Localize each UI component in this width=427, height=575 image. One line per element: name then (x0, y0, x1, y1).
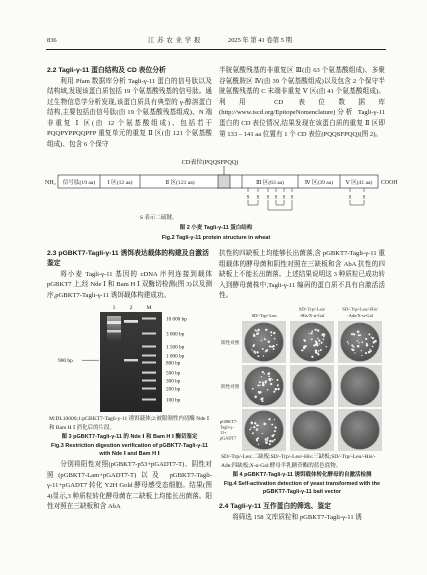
colony (252, 388, 254, 390)
colony (273, 332, 275, 334)
colony (270, 383, 272, 385)
plate-grid (242, 321, 382, 451)
colony (276, 344, 277, 345)
row-label-negative-control: 阴性对照 (221, 384, 240, 389)
lane-label-1: 1 (112, 305, 116, 311)
colony (369, 349, 370, 350)
disulfide-bond-line (350, 200, 364, 205)
colony (372, 337, 374, 339)
colony (268, 341, 270, 343)
colony (361, 350, 362, 351)
colony (268, 372, 271, 375)
colony (265, 339, 266, 340)
n-terminus-label: NH₂ (45, 180, 56, 186)
colony (275, 388, 278, 391)
figure-4-title-cn: 图 4 pGBKT7-Tagli-γ-11 诱饵载体转化酵母的自激活检测 (232, 471, 372, 478)
colony (353, 346, 355, 348)
marker-band (142, 388, 156, 390)
colony (351, 333, 353, 335)
colony (304, 340, 306, 342)
colony (251, 427, 252, 428)
colony (271, 335, 272, 336)
colony (259, 391, 261, 393)
colony (347, 341, 349, 343)
colony (277, 384, 279, 386)
figure-4-yeast-plates (219, 304, 385, 452)
colony (262, 371, 264, 373)
disulfide-s: S (282, 195, 286, 201)
colony (273, 434, 275, 436)
marker-band (142, 380, 156, 382)
colony (351, 348, 353, 350)
colony (273, 348, 275, 350)
colony (268, 375, 270, 377)
colony (321, 342, 323, 344)
colony (371, 337, 373, 339)
lane-label-2: 2 (129, 305, 133, 311)
colony (318, 339, 320, 341)
colony (354, 352, 355, 353)
lane-2-insert-band (124, 359, 138, 361)
colony (257, 355, 259, 357)
row-label-bait: 11+ (220, 430, 227, 435)
colony (264, 373, 265, 374)
epitope-box (218, 175, 230, 188)
column-header-3: -Ade/X-α-Gal (347, 313, 373, 318)
colony (250, 422, 253, 425)
colony (368, 351, 370, 353)
colony (365, 352, 367, 354)
colony (265, 438, 267, 440)
header-rule (46, 49, 386, 50)
colony (278, 388, 280, 390)
figure-3-title-en: Fig.3 Restriction digestion verification of pGBKT7-Tagli-γ-11 with Nde Ⅰ and Bam H Ⅰ (51, 442, 208, 458)
figure-2-protein-structure (40, 155, 405, 215)
colony (253, 426, 255, 428)
ladder-labels (166, 317, 187, 404)
colony (358, 342, 359, 343)
colony (259, 385, 260, 386)
figure-3-gel (55, 302, 215, 414)
colony (268, 418, 270, 420)
colony (276, 379, 278, 381)
agar-plate (245, 323, 284, 362)
marker-band (142, 372, 156, 374)
colony (361, 355, 362, 356)
disulfide-symbols (247, 196, 366, 201)
colony (317, 352, 319, 354)
colony (252, 345, 254, 347)
colony (257, 385, 259, 387)
page-number: 836 (47, 37, 57, 44)
colony (269, 440, 271, 442)
figure-3-title-cn: 图 3 pGBKT7-Tagli-γ-11 的 Nde Ⅰ 和 Bam H Ⅰ 酶切鉴定 (61, 433, 198, 440)
ladder-label: 200 bp (166, 386, 181, 393)
row-label-bait: Tagli-γ- (220, 424, 234, 430)
colony (366, 343, 368, 345)
colony (261, 376, 262, 377)
colony (353, 333, 355, 335)
colony (257, 437, 259, 439)
row-labels (220, 339, 240, 441)
ladder-label: 800 bp (166, 360, 181, 367)
section-2-3-text-2-right: 抗性的四缺板上均能够长出菌落,含 pGBKT7-Tagli-γ-11 重组载体的酵母菌和阴性对照在三缺板和含 AbA 抗性的四缺板上不能长出菌落。上述结果说明这 3 种质粒已成功转入到酵母菌株中,Tagli-γ-11 编码的蛋白质不具有自激活活性。 (219, 250, 385, 300)
section-2-3-text-1: 将小麦 Tagli-γ-11 基因的 cDNA 序列连接到载体 pGBKT7 上,经 Nde Ⅰ 和 Bam H Ⅰ 双酶切检测(图 3)以及测序,pGBKT7-Tagli-γ-11 诱饵载体构建成功。 (47, 270, 212, 299)
epitope-label: CD表位(PQQSFPQQ) (181, 159, 239, 166)
colony (357, 340, 358, 341)
colony (317, 338, 318, 339)
colony (258, 330, 260, 332)
colony (321, 333, 324, 336)
colony (365, 338, 367, 340)
column-header-1: SD/-Trp/-Leu (251, 313, 277, 318)
section-2-2-text-right: 半胱氨酸残基的非重复区 Ⅲ(由 63 个氨基酸组成)、多聚谷氨酰胺区 Ⅳ(由 39 个氨基酸组成)以及包含 2 个保守半胱氨酸残基的 C 末端非重复 Ⅴ 区(由 41 个氨基酸组成)。利用 CD 表位数据库(http://www.iscd.org/EpitopeNomenclature)分析 Tagli-γ-11 蛋白的 CD 表位情况,结果发现在该蛋白质的重复 Ⅱ 区即第 133 – 141 aa 位置有 1 个 CD 表位(PQQSFPQQ)(图 2)。 (219, 67, 385, 138)
issue-info: 2025 年 第 41 卷第 5 期 (228, 37, 292, 44)
section-2-3-text-2-left: 分别将阳性对照(pGBKT7-p53+pGADT7-T)、阴性对照(pGBKT7-Lam+pGADT7-T)以及 pGBKT7-Tagli-γ-11+pGADT7 转化 Y2H Gold 酵母感受态细胞。结果(图 4)显示,3 种质粒转化酵母菌在二缺板上均能长出菌落。阳性对照在三缺板和含 AbA (47, 461, 212, 511)
marker-band (142, 346, 156, 348)
section-2-2-heading: 2.2 Tagli-γ-11 蛋白结构及 CD 表位分析 (47, 67, 166, 74)
marker-band (142, 318, 156, 320)
colony (273, 391, 275, 393)
colony (372, 346, 374, 348)
section-2-3-heading: 2.3 pGBKT7-Tagli-γ-11 诱饵表达载体的构建及自激活鉴定 (47, 250, 209, 268)
colony (272, 379, 273, 380)
agar-plate (293, 367, 332, 406)
colony (311, 356, 313, 358)
colony (314, 344, 316, 346)
colony (318, 350, 320, 352)
disulfide-s: S (256, 195, 260, 201)
colony (274, 430, 276, 432)
ladder-label: 500 bp (166, 370, 181, 377)
colony (368, 333, 370, 335)
colony (265, 440, 266, 441)
colony (308, 333, 309, 334)
ladder-label: 100 bp (166, 397, 181, 404)
colony (263, 355, 264, 356)
colony (269, 443, 271, 445)
agar-plate (293, 411, 332, 450)
colony (267, 389, 269, 391)
colony (274, 439, 276, 441)
colony (259, 381, 261, 383)
colony (357, 330, 360, 333)
colony (265, 329, 266, 330)
colony (260, 398, 262, 400)
segment-signal-peptide: 信号肽(19 aa) (62, 180, 96, 186)
colony (265, 350, 267, 352)
colony (315, 329, 317, 331)
colony (317, 329, 319, 331)
figure-2-title-cn: 图 2 小麦 Tagli-γ-11 蛋白结构 (179, 225, 253, 231)
row-label-bait: pGBKT7- (220, 419, 238, 424)
colony (258, 444, 259, 445)
colony (262, 348, 264, 350)
ladder-label: 3 000 bp (166, 331, 185, 338)
segment-region-2: Ⅱ 区(121 aa) (165, 180, 195, 186)
figure-4-legend: SD/-Trp/-Leu:二缺板;SD/-Trp/-Leu/-His:三缺板;SD/-Trp/-Leu/-His/-Ade:四缺板;X-α-Gal:酵母半乳糖苷酶的蓝色底物。 (221, 454, 376, 469)
colony (372, 341, 374, 343)
segment-region-1: Ⅰ 区(12 aa) (107, 180, 133, 186)
figure-3-legend: M:DL10000;1:pGBKT7-Tagli-γ-11 诱饵载体;2:被限制性内切酶 Nde Ⅰ 和 Bam H Ⅰ 消化后的片段。 (49, 416, 209, 431)
colony (254, 422, 256, 424)
colony (358, 334, 360, 336)
marker-band (142, 362, 156, 364)
disulfide-s: S (246, 195, 250, 201)
row-label-bait: pGADT7 (220, 435, 237, 441)
target-band-label: 900 bp (58, 358, 73, 364)
disulfide-s: S (290, 195, 294, 201)
colony (262, 382, 264, 384)
colony (251, 349, 252, 350)
colony (271, 440, 273, 442)
journal-name: 江 苏 农 业 学 报 (148, 37, 201, 44)
segment-region-5: Ⅴ 区(41 aa) (345, 180, 373, 186)
colony (322, 338, 324, 340)
colony (302, 350, 304, 352)
lane-1-band (107, 321, 121, 324)
section-2-4-text: 将筛选 158 文库质粒和 pGBKT7-Tagli-γ-11 诱 (232, 514, 362, 521)
colony (271, 424, 273, 426)
figure-2-title-en: Fig.2 Tagli-γ-11 protein structure in wheat (161, 234, 271, 241)
colony (256, 424, 258, 426)
colony (357, 345, 360, 348)
figure-2-note: S 表示二硫键。 (140, 215, 178, 221)
marker-band (142, 333, 156, 335)
colony (256, 440, 258, 442)
colony (268, 378, 271, 381)
agar-plate (341, 367, 380, 406)
colony (311, 332, 313, 334)
colony (311, 330, 313, 332)
row-label-positive-control: 阳性对照 (221, 340, 240, 345)
column-header-2: -His/X-α-Gal (299, 313, 325, 318)
figure-4-title-en: Fig.4 Self-activation detection of yeast transformed with the pGBKT7-Tagli-γ-11 bait vector (223, 480, 381, 496)
colony (316, 344, 318, 346)
colony (274, 426, 276, 428)
colony (304, 345, 307, 348)
colony (249, 429, 251, 431)
colony (267, 437, 269, 439)
ladder-label: 1 000 bp (166, 353, 185, 360)
colony (262, 433, 263, 434)
colony (269, 345, 271, 347)
agar-plate (293, 323, 332, 362)
colony (254, 352, 256, 354)
colony (257, 332, 259, 334)
colony (256, 428, 258, 430)
colony (265, 423, 266, 424)
column-headers (251, 307, 378, 319)
disulfide-s: S (362, 195, 366, 201)
lane-1-band (107, 330, 121, 333)
cysteine-ticks (248, 188, 364, 192)
disulfide-bond-line (248, 200, 258, 205)
marker-band (142, 355, 156, 357)
column-header-3: SD/-Trp/-Leu/-His/ (342, 306, 378, 312)
lane-2-vector-band (124, 320, 138, 323)
colony (274, 338, 276, 340)
c-terminus-label: COOH (381, 180, 398, 186)
colony (315, 340, 317, 342)
colony (319, 343, 320, 344)
colony (320, 349, 322, 351)
ladder-label: 300 bp (166, 378, 181, 385)
section-2-2-text-left: 利用 Pfam 数据库分析 Tagli-γ-11 蛋白的信号肽以及结构域,发现该蛋白质包括 19 个氨基酸残基的信号肽。通过生物信息学分析发现,该蛋白质具有典型的 γ-醇溶蛋白结构,主要包括由信号肽(由 19 个氨基酸残基组成)、N 端非重复 Ⅰ 区(由 12 个氨基酸组成)、包括若干 PQQPYPPQQPFP 重复单元的重复 Ⅱ 区(由 121 个氨基酸组成)、包含 6 个保守 (47, 77, 212, 149)
segment-region-3: Ⅲ 区(63 aa) (255, 180, 285, 186)
colony (270, 331, 272, 333)
section-2-4-heading: 2.4 Tagli-γ-11 互作蛋白的筛选、鉴定 (219, 503, 332, 510)
colony (326, 346, 327, 347)
colony (254, 396, 257, 399)
marker-band (142, 399, 156, 401)
disulfide-bonds (248, 188, 364, 210)
colony (274, 419, 275, 420)
lane-label-m: M (146, 305, 152, 311)
lane-1-smear (107, 316, 121, 342)
agar-plate (341, 411, 380, 450)
colony (256, 330, 258, 332)
colony (311, 338, 313, 340)
colony (264, 381, 266, 383)
ladder-label: 1 500 bp (166, 344, 185, 351)
colony (271, 346, 273, 348)
colony (265, 441, 268, 444)
colony (252, 432, 254, 434)
ladder-label: 10 000 bp (166, 316, 187, 323)
colony (253, 334, 256, 337)
colony (256, 351, 258, 353)
disulfide-bond-line (276, 200, 284, 205)
disulfide-s: S (266, 195, 270, 201)
segment-region-4: Ⅳ 区(39 aa) (304, 180, 334, 186)
colony (370, 350, 372, 352)
column-header-2: SD/-Trp/-Leu/ (298, 306, 326, 312)
colony (348, 343, 349, 344)
colony (261, 340, 262, 341)
disulfide-s: S (348, 195, 352, 201)
disulfide-s: S (274, 195, 278, 201)
colony (361, 341, 363, 343)
